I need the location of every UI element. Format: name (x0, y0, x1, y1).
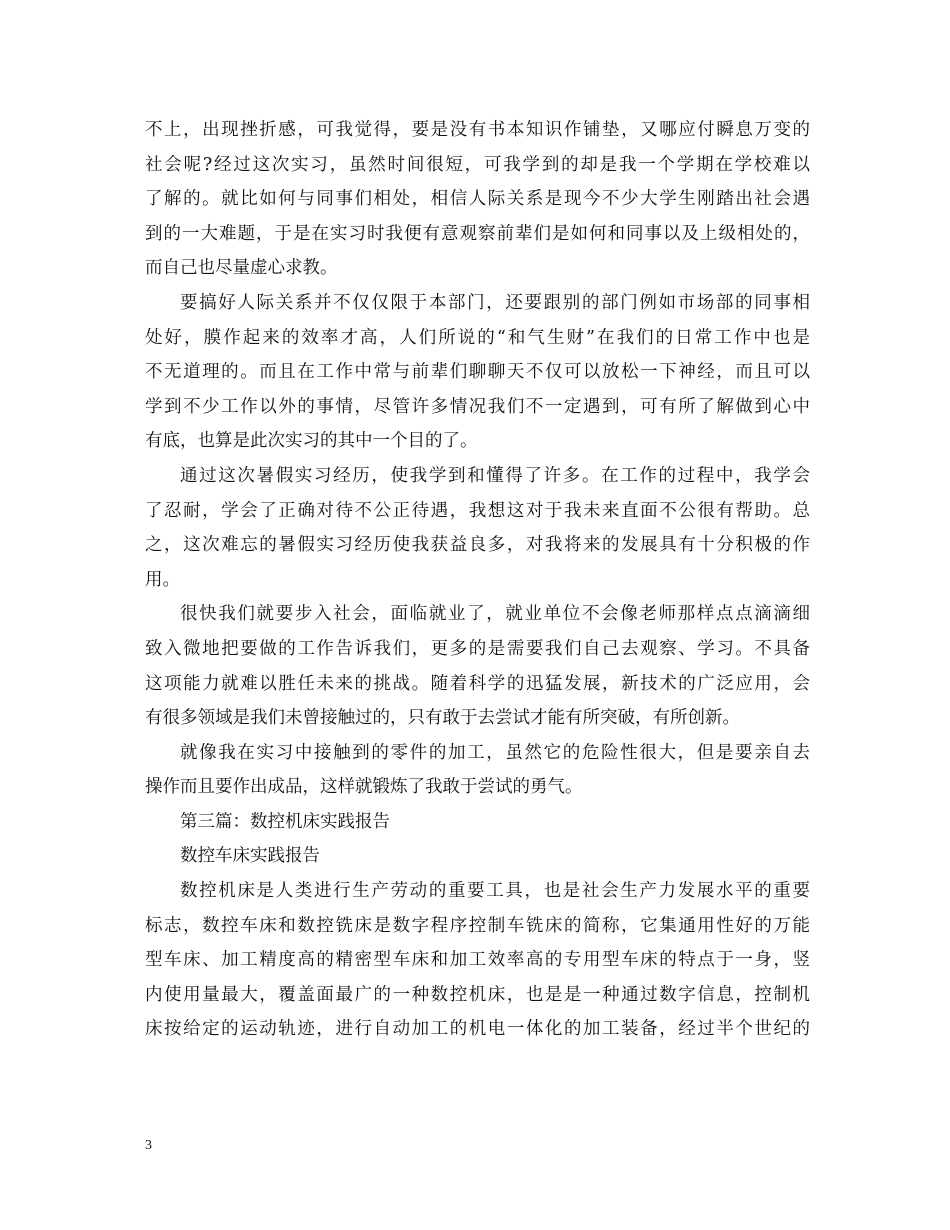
text-line: 了忍耐，学会了正确对待不公正待遇，我想这对于我未来直面不公很有帮助。总 (145, 500, 810, 521)
text-line: 到的一大难题，于是在实习时我便有意观察前辈们是如何和同事以及上级相处的， (145, 223, 810, 244)
text-line: 标志，数控车床和数控铣床是数字程序控制车铣床的简称，它集通用性好的万能 (145, 915, 810, 936)
report-title: 数控车床实践报告 (180, 846, 320, 867)
body-text (145, 113, 810, 1047)
text-line: 处好，膜作起来的效率才高，人们所说的“和气生财”在我们的日常工作中也是 (145, 327, 810, 348)
text-line: 社会呢?经过这次实习，虽然时间很短，可我学到的却是我一个学期在学校难以 (145, 154, 810, 175)
page-number: 3 (145, 1138, 152, 1153)
text-line: 不无道理的。而且在工作中常与前辈们聊聊天不仅可以放松一下神经，而且可以 (145, 362, 810, 383)
text-line: 之，这次难忘的暑假实习经历使我获益良多，对我将来的发展具有十分积极的作 (145, 535, 810, 556)
text-line: 学到不少工作以外的事情，尽管许多情况我们不一定遇到，可有所了解做到心中 (145, 396, 810, 417)
text-line: 有底，也算是此次实习的其中一个目的了。 (145, 431, 478, 452)
text-line: 数控机床是人类进行生产劳动的重要工具，也是社会生产力发展水平的重要 (180, 881, 810, 902)
text-line: 用。 (145, 569, 180, 590)
text-line: 型车床、加工精度高的精密型车床和加工效率高的专用型车床的特点于一身，竖 (145, 950, 810, 971)
section-heading: 第三篇：数控机床实践报告 (180, 811, 390, 832)
text-line: 床按给定的运动轨迹，进行自动加工的机电一体化的加工装备，经过半个世纪的 (145, 1019, 810, 1040)
text-line: 操作而且要作出成品，这样就锻炼了我敢于尝试的勇气。 (145, 777, 583, 798)
text-line: 内使用量最大，覆盖面最广的一种数控机床，也是是一种通过数字信息，控制机 (145, 984, 810, 1005)
text-line: 有很多领域是我们未曾接触过的，只有敢于去尝试才能有所突破，有所创新。 (145, 708, 740, 729)
text-line: 要搞好人际关系并不仅仅限于本部门，还要跟别的部门例如市场部的同事相 (180, 292, 810, 313)
text-line: 致入微地把要做的工作告诉我们，更多的是需要我们自己去观察、学习。不具备 (145, 638, 810, 659)
text-line: 很快我们就要步入社会，面临就业了，就业单位不会像老师那样点点滴滴细 (180, 604, 810, 625)
text-line: 这项能力就难以胜任未来的挑战。随着科学的迅猛发展，新技术的广泛应用，会 (145, 673, 810, 694)
text-line: 就像我在实习中接触到的零件的加工，虽然它的危险性很大，但是要亲自去 (180, 742, 810, 763)
text-line: 了解的。就比如何与同事们相处，相信人际关系是现今不少大学生刚踏出社会遇 (145, 189, 810, 210)
text-line: 不上，出现挫折感，可我觉得，要是没有书本知识作铺垫，又哪应付瞬息万变的 (145, 120, 810, 140)
text-line: 通过这次暑假实习经历，使我学到和懂得了许多。在工作的过程中，我学会 (180, 465, 810, 486)
text-line: 而自己也尽量虚心求教。 (145, 258, 338, 279)
